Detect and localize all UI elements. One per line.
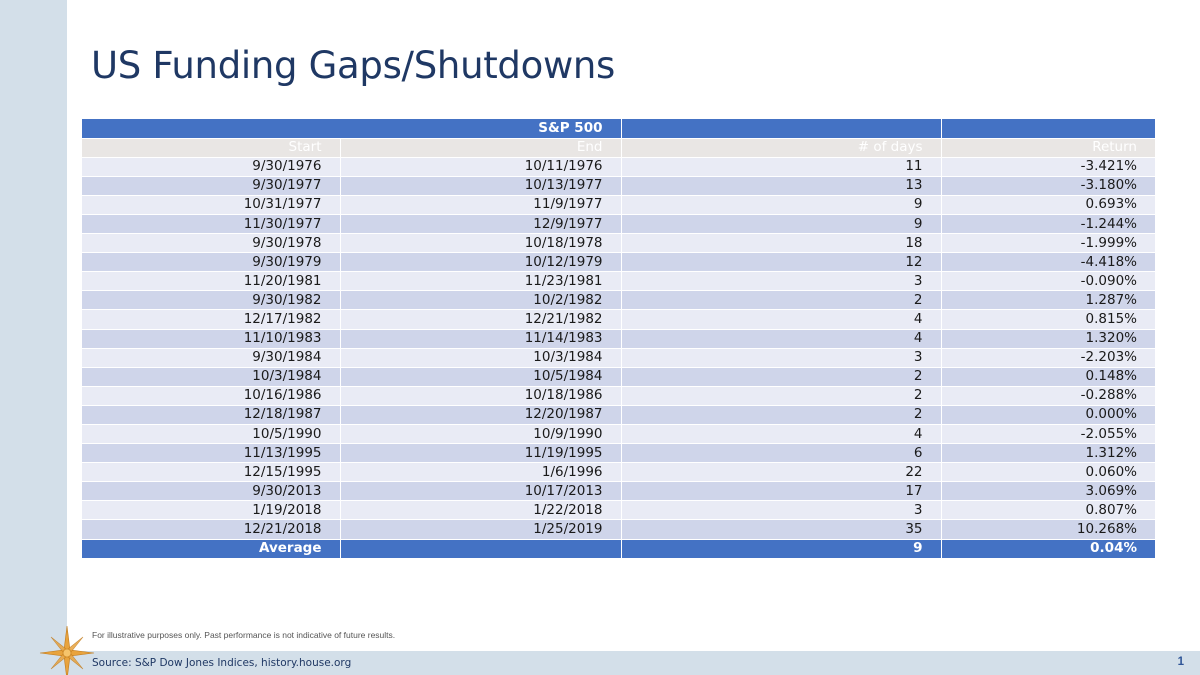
table-row [82, 272, 1155, 291]
table-header-row [82, 138, 1155, 157]
cell-days: 13 [621, 176, 941, 195]
cell-start: 10/16/1986 [82, 386, 340, 405]
cell-start: 9/30/1978 [82, 234, 340, 253]
cell-end: 10/5/1984 [340, 367, 621, 386]
cell-days: 17 [621, 482, 941, 501]
cell-end: 11/23/1981 [340, 272, 621, 291]
table-row [82, 367, 1155, 386]
page-title: US Funding Gaps/Shutdowns [91, 44, 616, 87]
cell-days: 2 [621, 405, 941, 424]
cell-end: 12/20/1987 [340, 405, 621, 424]
cell-return: 0.000% [941, 405, 1155, 424]
cell-start: 9/30/1977 [82, 176, 340, 195]
cell-return: -3.421% [941, 157, 1155, 176]
table-row [82, 329, 1155, 348]
cell-return: -4.418% [941, 253, 1155, 272]
cell-end: 11/19/1995 [340, 444, 621, 463]
cell-end: 12/21/1982 [340, 310, 621, 329]
cell-return: 0.807% [941, 501, 1155, 520]
table-row [82, 444, 1155, 463]
table-banner-cell [941, 119, 1155, 138]
table-row [82, 348, 1155, 367]
cell-end: 10/18/1986 [340, 386, 621, 405]
table-row [82, 501, 1155, 520]
cell-end: 10/13/1977 [340, 176, 621, 195]
disclaimer-text: For illustrative purposes only. Past performance is not indicative of future results. [92, 630, 396, 640]
table-row [82, 176, 1155, 195]
cell-days: 12 [621, 253, 941, 272]
cell-end: 11/9/1977 [340, 195, 621, 214]
cell-days: 35 [621, 520, 941, 539]
cell-end: 1/25/2019 [340, 520, 621, 539]
table-row [82, 463, 1155, 482]
table-row [82, 310, 1155, 329]
cell-return: 1.320% [941, 329, 1155, 348]
cell-days: 2 [621, 367, 941, 386]
cell-start: 9/30/1979 [82, 253, 340, 272]
cell-days: 22 [621, 463, 941, 482]
compass-star-icon [38, 624, 96, 675]
cell-return: 1.287% [941, 291, 1155, 310]
cell-return: 0.693% [941, 195, 1155, 214]
cell-return: 0.060% [941, 463, 1155, 482]
shutdown-table [82, 119, 1155, 559]
cell-start: 12/21/2018 [82, 520, 340, 539]
cell-return: -0.090% [941, 272, 1155, 291]
table-row [82, 405, 1155, 424]
cell-return: 0.815% [941, 310, 1155, 329]
cell-return: -1.999% [941, 234, 1155, 253]
table-average-row [82, 539, 1155, 558]
page-number: 1 [1177, 656, 1184, 668]
cell-days: 3 [621, 272, 941, 291]
cell-start: 12/15/1995 [82, 463, 340, 482]
table-banner-row [82, 119, 1155, 138]
table-row [82, 482, 1155, 501]
table-row [82, 425, 1155, 444]
cell-days: 9 [621, 214, 941, 233]
average-days: 9 [621, 539, 941, 558]
table-banner-cell [621, 119, 941, 138]
cell-end: 10/18/1978 [340, 234, 621, 253]
table-row [82, 253, 1155, 272]
cell-end: 1/22/2018 [340, 501, 621, 520]
average-end-empty [340, 539, 621, 558]
table-row [82, 214, 1155, 233]
cell-days: 4 [621, 310, 941, 329]
cell-end: 10/17/2013 [340, 482, 621, 501]
cell-end: 10/3/1984 [340, 348, 621, 367]
cell-days: 2 [621, 386, 941, 405]
cell-end: 10/12/1979 [340, 253, 621, 272]
cell-start: 11/30/1977 [82, 214, 340, 233]
cell-start: 9/30/1984 [82, 348, 340, 367]
cell-days: 18 [621, 234, 941, 253]
cell-days: 9 [621, 195, 941, 214]
cell-days: 3 [621, 501, 941, 520]
cell-days: 6 [621, 444, 941, 463]
table-row [82, 234, 1155, 253]
table-row [82, 291, 1155, 310]
cell-end: 11/14/1983 [340, 329, 621, 348]
average-return: 0.04% [941, 539, 1155, 558]
cell-days: 3 [621, 348, 941, 367]
cell-start: 10/5/1990 [82, 425, 340, 444]
table-row [82, 520, 1155, 539]
column-header-end: End [340, 138, 621, 157]
cell-start: 9/30/1982 [82, 291, 340, 310]
table-row [82, 195, 1155, 214]
source-text: Source: S&P Dow Jones Indices, history.house.org [92, 657, 352, 669]
cell-return: -2.203% [941, 348, 1155, 367]
cell-start: 12/18/1987 [82, 405, 340, 424]
cell-return: 0.148% [941, 367, 1155, 386]
cell-start: 11/13/1995 [82, 444, 340, 463]
cell-end: 10/2/1982 [340, 291, 621, 310]
cell-start: 12/17/1982 [82, 310, 340, 329]
average-label: Average [82, 539, 340, 558]
table-row [82, 157, 1155, 176]
column-header-return: Return [941, 138, 1155, 157]
column-header-days: # of days [621, 138, 941, 157]
cell-days: 4 [621, 329, 941, 348]
cell-end: 1/6/1996 [340, 463, 621, 482]
cell-start: 11/10/1983 [82, 329, 340, 348]
column-header-start: Start [82, 138, 340, 157]
cell-return: 10.268% [941, 520, 1155, 539]
cell-start: 9/30/2013 [82, 482, 340, 501]
cell-end: 10/9/1990 [340, 425, 621, 444]
cell-start: 1/19/2018 [82, 501, 340, 520]
cell-return: -3.180% [941, 176, 1155, 195]
cell-days: 4 [621, 425, 941, 444]
cell-days: 11 [621, 157, 941, 176]
cell-end: 12/9/1977 [340, 214, 621, 233]
left-sidebar-bar [0, 0, 67, 675]
table-banner-label: S&P 500 [82, 119, 621, 138]
cell-return: -1.244% [941, 214, 1155, 233]
cell-return: 1.312% [941, 444, 1155, 463]
table-row [82, 386, 1155, 405]
cell-days: 2 [621, 291, 941, 310]
cell-return: -2.055% [941, 425, 1155, 444]
cell-return: 3.069% [941, 482, 1155, 501]
cell-start: 11/20/1981 [82, 272, 340, 291]
cell-start: 10/31/1977 [82, 195, 340, 214]
cell-start: 10/3/1984 [82, 367, 340, 386]
cell-end: 10/11/1976 [340, 157, 621, 176]
cell-start: 9/30/1976 [82, 157, 340, 176]
cell-return: -0.288% [941, 386, 1155, 405]
